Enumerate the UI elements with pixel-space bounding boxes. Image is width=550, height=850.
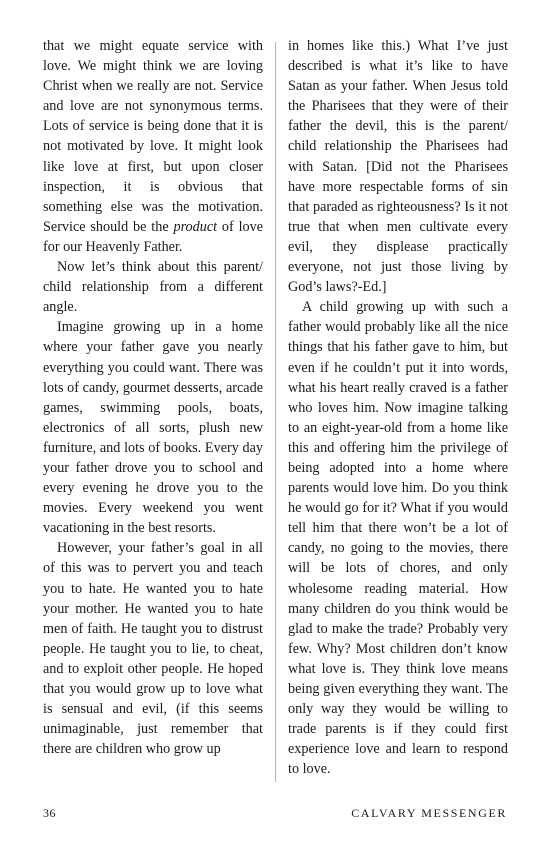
page-number: 36 — [43, 806, 56, 820]
text-segment: that we might equate service with love. We might think we are loving Christ when we really are not. Service and love are not synonymous terms. Lots of service is being done that it is not motivated by love. It might look like love at first, but upon closer inspection, it is obvious that something else was the motivation. Service should be the — [43, 38, 263, 235]
paragraph: Now let’s think about this parent/ child relationship from a different angle. — [43, 259, 263, 316]
column-divider — [275, 42, 276, 782]
paragraph: A child growing up with such a father would probably like all the nice things that his father gave to him, but even if he couldn’t put it into words, what his heart really craved is a father who loves him. Now imagine talking to an eight-year-old from a home like this and offering him the privilege of being adopted into a home where parents would love him. Do you think he would go for it? What if you would tell him that there won’t be a lot of candy, no going to the movies, there will be lots of chores, and only wholesome reading material. How many children do you think would be glad to make the trade? Probably very few. Why? Most children don’t know what love is. They think love means being given everything they want. The only way they would be willing to trade parents is if they could first experience love and learn to respond to love. — [288, 299, 508, 778]
left-text-column — [43, 36, 263, 759]
text-segment: of love for our Heavenly Father. — [43, 218, 263, 255]
paragraph — [43, 36, 263, 257]
paragraph: in homes like this.) What I’ve just described is what it’s like to have Satan as your father. When Jesus told the Pharisees that they were of their father the devil, this is the parent/ child relationship the Pharisees had with Satan. [Did not the Pharisees have more respectable forms of sin that paraded as righteousness? Is it not true that when men cultivate every evil, they displease practically everyone, not just those living by God’s laws?-Ed.] — [288, 38, 508, 296]
emphasized-word: product — [173, 218, 218, 235]
publication-title: CALVARY MESSENGER — [351, 806, 507, 820]
paragraph: Imagine growing up in a home where your father gave you nearly everything you could want. There was lots of candy, gourmet desserts, arcade games, swimming pools, boats, electronics of all sorts, plush new furniture, and lots of books. Every day your father drove you to school and every evening he drove you to the movies. Every weekend you went vacationing in the best resorts. — [43, 319, 263, 537]
right-text-column — [288, 36, 508, 779]
paragraph: However, your father’s goal in all of this was to pervert you and teach you to hate. He wanted you to hate your mother. He wanted you to hate men of faith. He taught you to distrust people. He taught you to lie, to cheat, and to exploit other people. He hoped that you would grow up to love what is sensual and evil, (if this seems unimaginable, just remember that there are children who grow up — [43, 540, 263, 758]
